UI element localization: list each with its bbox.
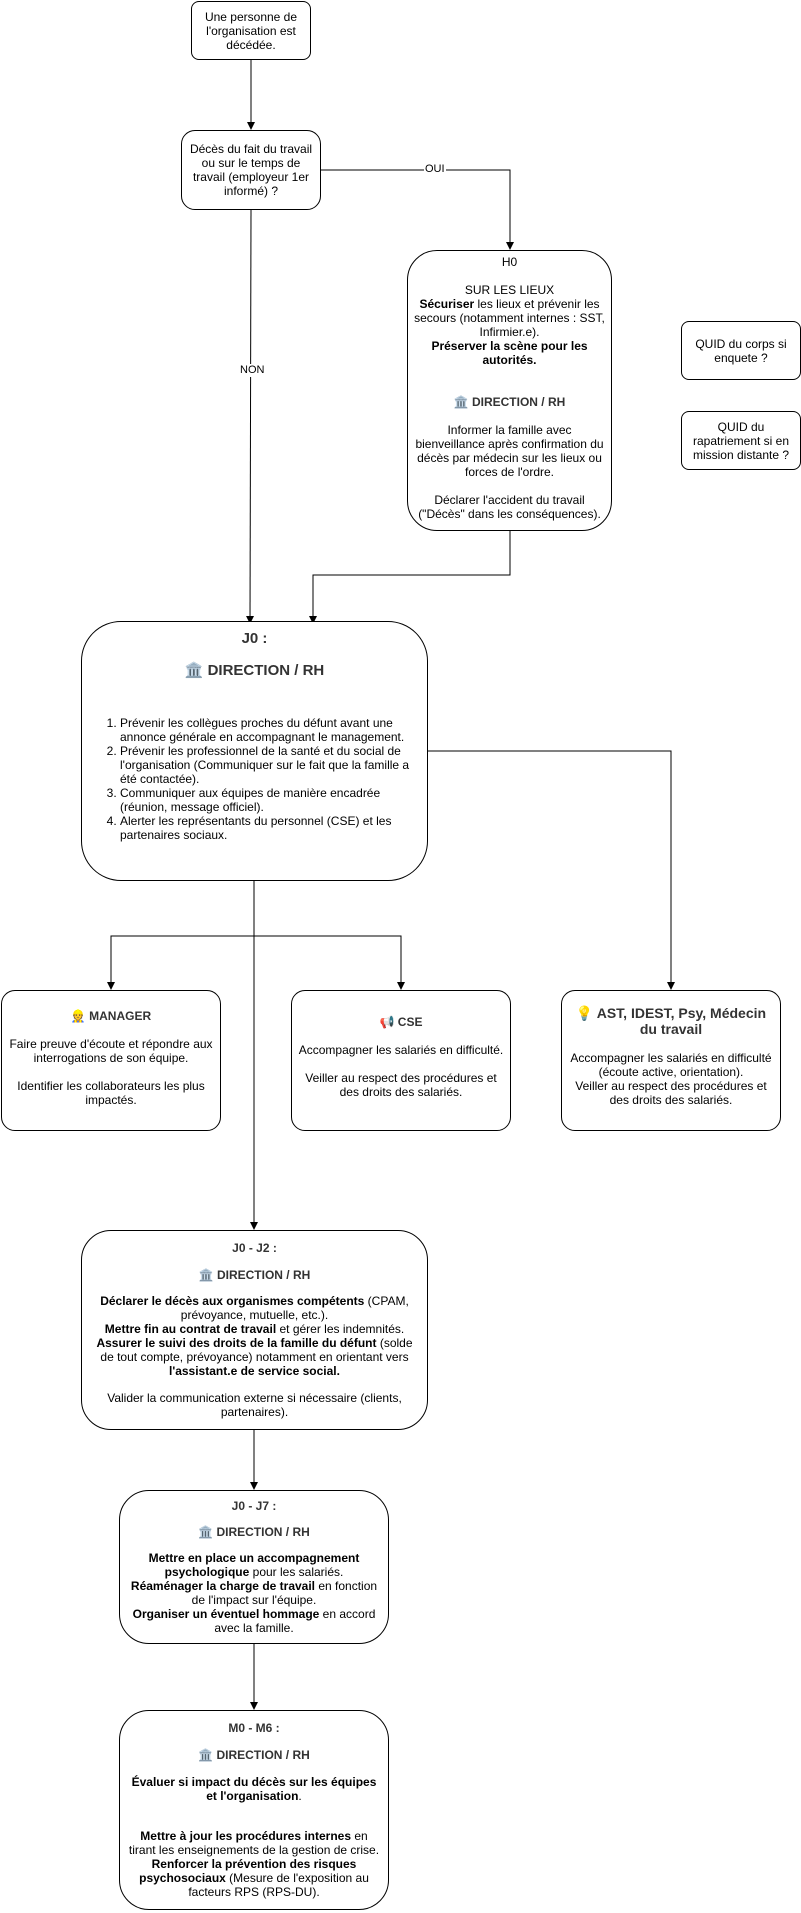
quid-corps-node — [681, 321, 801, 380]
classical-building-icon: 🏛️ — [453, 395, 469, 409]
cse-title: 📢 CSE — [379, 1015, 423, 1029]
megaphone-icon: 📢 — [379, 1015, 395, 1029]
cse-line1: Accompagner les salariés en difficulté. — [298, 1043, 504, 1057]
list-item: 2. Prévenir les professionnel de la santé et du social de l'organisation (Communiquer sur le fait que la famille a été contactée). — [120, 744, 419, 786]
quid-rapatriement-text: QUID du rapatriement si en mission distante ? — [692, 419, 790, 462]
m0-m6-p3: Renforcer la prévention des risques psychosociaux (Mesure de l'exposition au facteurs RPS (RPS-DU). — [139, 1857, 369, 1899]
list-item: 1. Prévenir les collègues proches du défunt avant une annonce générale en accompagnant le management. — [120, 716, 419, 744]
j0-list — [90, 716, 419, 842]
j0-direction: 🏛️ DIRECTION / RH — [184, 662, 325, 679]
j0-j7-title: J0 - J7 : — [231, 1499, 277, 1513]
j0-j2-direction: 🏛️ DIRECTION / RH — [198, 1267, 311, 1282]
manager-node — [1, 990, 221, 1131]
m0-m6-p1: Évaluer si impact du décès sur les équipes et l'organisation. — [131, 1775, 377, 1803]
classical-building-icon: 🏛️ — [198, 1525, 214, 1539]
classical-building-icon: 🏛️ — [198, 1267, 214, 1282]
j0-j2-title: J0 - J2 : — [232, 1241, 277, 1255]
lightbulb-icon: 💡 — [575, 1005, 594, 1021]
j0-j7-node — [119, 1490, 389, 1644]
edge-h0-j0 — [313, 531, 510, 623]
manager-person-icon: 👷 — [70, 1009, 86, 1023]
ast-line1: Accompagner les salariés en difficulté (écoute active, orientation). — [570, 1051, 772, 1079]
h0-secure: Sécuriser les lieux et prévenir les secours (notamment internes : SST, Infirmier.e). — [414, 297, 605, 339]
cse-node — [291, 990, 511, 1131]
edge-label-non: NON — [240, 364, 265, 376]
edge-j0-cse — [254, 936, 401, 989]
m0-m6-title: M0 - M6 : — [228, 1721, 280, 1735]
ast-line2: Veiller au respect des procédures et des droits des salariés. — [575, 1079, 767, 1107]
h0-preserve: Préserver la scène pour les autorités. — [431, 339, 588, 367]
classical-building-icon: 🏛️ — [184, 662, 204, 679]
edge-decision-h0-oui — [321, 170, 510, 249]
edge-j0-ast — [428, 751, 671, 989]
h0-subtitle: SUR LES LIEUX — [464, 283, 555, 297]
m0-m6-p2: Mettre à jour les procédures internes en tirant les enseignements de la gestion de crise. — [128, 1829, 380, 1857]
edge-label-oui: OUI — [425, 163, 445, 175]
j0-node — [81, 621, 428, 881]
h0-inform: Informer la famille avec bienveillance après confirmation du décès par médecin sur les lieux ou forces de l'ordre. — [415, 423, 604, 479]
manager-line1: Faire preuve d'écoute et répondre aux interrogations de son équipe. — [9, 1037, 213, 1065]
j0-j2-node — [81, 1230, 428, 1430]
h0-title: H0 — [501, 255, 518, 269]
list-item: 3. Communiquer aux équipes de manière encadrée (réunion, message officiel). — [120, 786, 419, 814]
edge-decision-j0-non — [250, 210, 251, 623]
j0-j7-p2: Réaménager la charge de travail en fonction de l'impact sur l'équipe. — [130, 1579, 378, 1607]
start-text: Une personne de l'organisation est décédée. — [204, 9, 298, 52]
edge-j0-manager — [111, 936, 254, 989]
list-item: 4. Alerter les représentants du personnel (CSE) et les partenaires sociaux. — [120, 814, 419, 842]
h0-node — [407, 250, 612, 531]
ast-title: 💡 AST, IDEST, Psy, Médecin du travail — [575, 1005, 767, 1037]
h0-direction: 🏛️ DIRECTION / RH — [453, 395, 566, 409]
j0-j7-direction: 🏛️ DIRECTION / RH — [198, 1525, 310, 1539]
manager-title: 👷 MANAGER — [70, 1009, 152, 1023]
j0-j2-p2: Mettre fin au contrat de travail et gérer les indemnités. — [104, 1322, 405, 1337]
decision-text: Décès du fait du travail ou sur le temps de travail (employeur 1er informé) ? — [189, 142, 313, 198]
manager-line2: Identifier les collaborateurs les plus impactés. — [17, 1079, 205, 1107]
m0-m6-node — [119, 1710, 389, 1910]
j0-j2-p3: Assurer le suivi des droits de la famille du défunt (solde de tout compte, prévoyance) notamment en orientant vers l'assistant.e de service social. — [96, 1336, 413, 1379]
classical-building-icon: 🏛️ — [198, 1748, 214, 1762]
ast-node — [561, 990, 781, 1131]
quid-corps-text: QUID du corps si enquete ? — [695, 336, 787, 365]
start-node — [191, 1, 311, 60]
cse-line2: Veiller au respect des procédures et des droits des salariés. — [305, 1071, 497, 1099]
j0-j2-p4: Valider la communication externe si nécessaire (clients, partenaires). — [107, 1391, 402, 1420]
decision-node — [181, 130, 321, 210]
h0-declare: Déclarer l'accident du travail ("Décès" dans les conséquences). — [418, 493, 601, 521]
j0-j7-p3: Organiser un éventuel hommage en accord avec la famille. — [132, 1607, 376, 1635]
j0-title: J0 : — [241, 630, 268, 647]
j0-j2-p1: Déclarer le décès aux organismes compétents (CPAM, prévoyance, mutuelle, etc.). — [100, 1294, 409, 1323]
j0-j7-p1: Mettre en place un accompagnement psychologique pour les salariés. — [148, 1551, 360, 1579]
quid-rapatriement-node — [681, 411, 801, 470]
m0-m6-direction: 🏛️ DIRECTION / RH — [198, 1748, 310, 1762]
